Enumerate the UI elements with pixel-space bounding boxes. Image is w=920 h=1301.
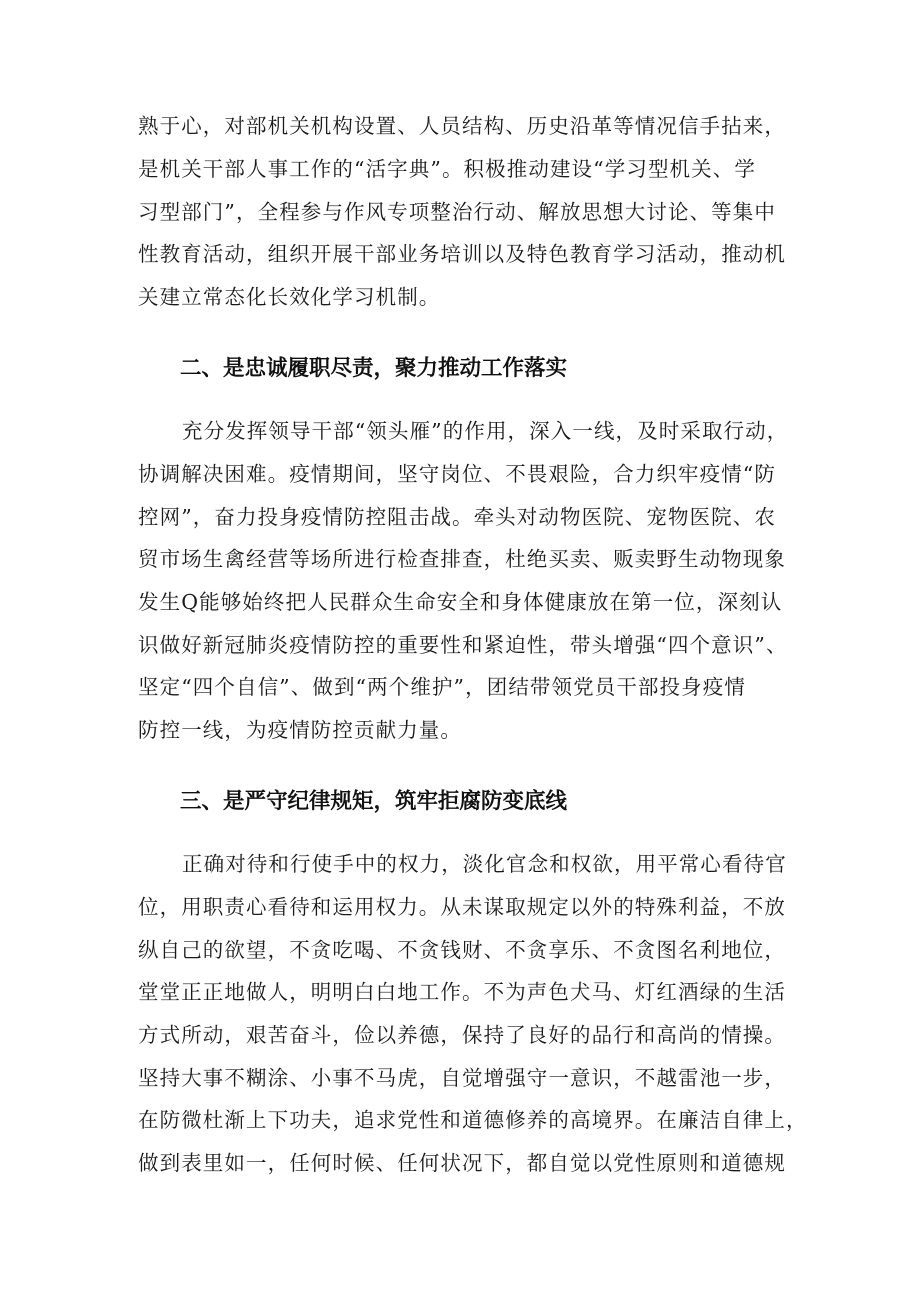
- paragraph-line: 是机关干部人事工作的“活字典”。积极推动建设“学习型机关、学: [138, 157, 756, 181]
- paragraph-line: 纵自己的欲望，不贪吃喝、不贪钱财、不贪享乐、不贪图名利地位，: [138, 938, 786, 962]
- paragraph-line: 方式所动，艰苦奋斗，俭以养德，保持了良好的品行和高尚的情操。: [138, 1023, 786, 1047]
- paragraph-line: 协调解决困难。疫情期间，坚守岗位、不畏艰险，合力织牢疫情“防: [138, 462, 776, 486]
- paragraph-line: 贸市场生禽经营等场所进行检查排查，杜绝买卖、贩卖野生动物现象: [138, 547, 786, 571]
- paragraph-line: 正确对待和行使手中的权力，淡化官念和权欲，用平常心看待官: [182, 852, 787, 876]
- paragraph-line: 识做好新冠肺炎疫情防控的重要性和紧迫性，带头增强“四个意识”、: [138, 633, 788, 657]
- paragraph-line: 关建立常态化长效化学习机制。: [138, 285, 441, 309]
- paragraph-line: 堂堂正正地做人，明明白白地工作。不为声色犬马、灯红酒绿的生活: [138, 980, 786, 1004]
- section-heading: 二、是忠诚履职尽责，聚力推动工作落实: [180, 356, 568, 381]
- paragraph-line: 位，用职责心看待和运用权力。从未谋取规定以外的特殊利益，不放: [138, 895, 786, 919]
- paragraph-line: 坚持大事不糊涂、小事不马虎，自觉增强守一意识，不越雷池一步，: [138, 1066, 786, 1090]
- section-heading: 三、是严守纪律规矩，筑牢拒腐防变底线: [180, 789, 568, 814]
- paragraph-line: 熟于心，对部机关机构设置、人员结构、历史沿革等情况信手拈来，: [138, 114, 786, 138]
- paragraph-line: 防控一线，为疫情防控贡献力量。: [138, 718, 462, 742]
- paragraph-line: 发生Q能够始终把人民群众生命安全和身体健康放在第一位，深刻认: [138, 590, 783, 614]
- paragraph-line: 控网”，奋力投身疫情防控阻击战。牵头对动物医院、宠物医院、农: [138, 505, 776, 529]
- paragraph-line: 在防微杜渐上下功夫，追求党性和道德修养的高境界。在廉洁自律上，: [138, 1108, 808, 1132]
- paragraph-line: 充分发挥领导干部“领头雁”的作用，深入一线，及时采取行动，: [182, 419, 789, 443]
- paragraph-line: 性教育活动，组织开展干部业务培训以及特色教育学习活动，推动机: [138, 242, 786, 266]
- paragraph-line: 做到表里如一，任何时候、任何状况下，都自觉以党性原则和道德规: [138, 1151, 786, 1175]
- paragraph-line: 坚定“四个自信”、做到“两个维护”，团结带领党员干部投身疫情: [138, 675, 746, 699]
- paragraph-line: 习型部门”，全程参与作风专项整治行动、解放思想大讨论、等集中: [138, 200, 776, 224]
